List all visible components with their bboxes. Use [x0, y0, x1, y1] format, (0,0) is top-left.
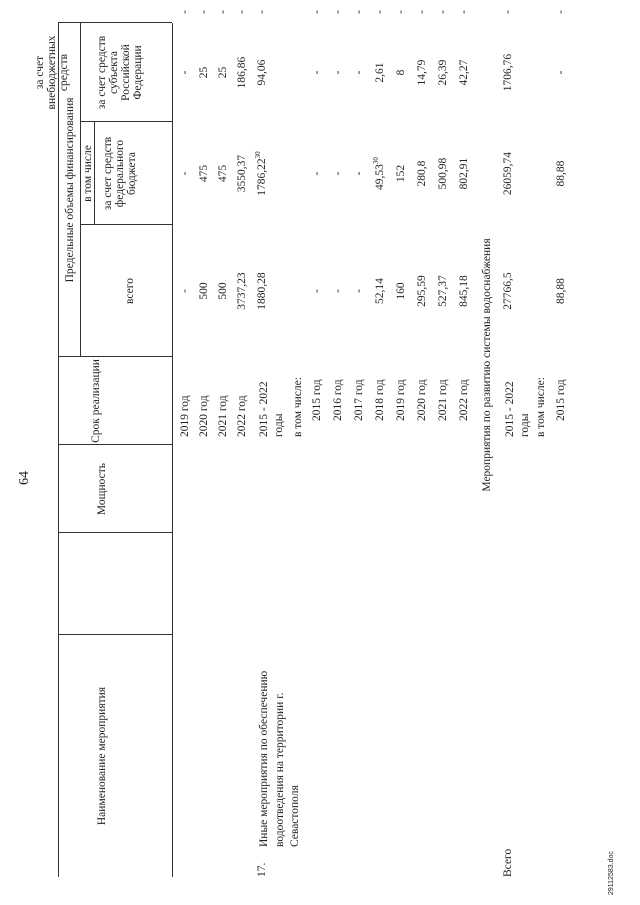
top-row-subject: 186,86 — [236, 56, 248, 89]
header-name: Наименование мероприятия — [96, 686, 108, 826]
top-row-total: 500 — [217, 282, 229, 300]
row-subject: 42,27 — [458, 59, 470, 86]
row-subject: - — [353, 70, 365, 75]
row-extra: - — [395, 10, 407, 14]
row-total: 295,59 — [416, 275, 428, 307]
row-subject: - — [332, 70, 344, 75]
grand-total-federal: 26059,74 — [502, 151, 514, 196]
grand-row-total: 88,88 — [555, 278, 567, 304]
row-federal: 49,53$^{30}$ — [372, 157, 386, 190]
top-row-extra: - — [179, 10, 191, 14]
header-total: всего — [124, 278, 136, 304]
row-subject: 26,39 — [437, 59, 449, 86]
header-extra: за счет внебюджетных средств — [34, 35, 71, 110]
row-federal: - — [353, 171, 365, 176]
page-number: 64 — [17, 471, 32, 485]
grand-total-total: 27766,5 — [502, 272, 514, 310]
item-17-name: Иные мероприятия по обеспечению водоотведения на территории г. Севастополя — [258, 670, 302, 847]
top-row-subject: 25 — [198, 66, 210, 79]
item-17-total: 1880,28 — [256, 272, 268, 310]
header-limits: Предельные объемы финансирования — [64, 97, 76, 283]
including-header-rule — [94, 122, 95, 225]
top-row-federal: 475 — [217, 164, 229, 183]
top-row-total: 500 — [198, 282, 210, 300]
col-divider-name — [58, 634, 172, 635]
row-term: 2020 год — [416, 379, 428, 421]
grand-row-extra: - — [555, 10, 567, 14]
top-row-subject: - — [179, 70, 191, 75]
row-extra: - — [458, 10, 470, 14]
row-term: 2018 год — [374, 379, 386, 421]
row-total: 527,37 — [437, 275, 449, 307]
col-divider-capacity — [58, 532, 172, 533]
grand-row-term: 2015 год — [555, 379, 567, 421]
top-row-federal: 475 — [198, 164, 210, 183]
top-row-term: 2020 год — [198, 395, 210, 437]
row-federal: - — [332, 171, 344, 176]
row-extra: - — [437, 10, 449, 14]
grand-total-term: 2015 - 2022 годы — [504, 381, 531, 437]
row-total: - — [353, 289, 365, 293]
top-row-term: 2021 год — [217, 395, 229, 437]
row-term: 2019 год — [395, 379, 407, 421]
row-extra: - — [353, 10, 365, 14]
row-term: 2022 год — [458, 379, 470, 421]
item-17-number: 17. — [256, 862, 268, 877]
grand-total-extra: - — [502, 10, 514, 14]
item-17-federal: 1786,22$^{30}$ — [254, 151, 268, 196]
top-row-extra: - — [217, 10, 229, 14]
row-term: 2021 год — [437, 379, 449, 421]
row-federal: 152 — [395, 164, 407, 183]
section-title: Мероприятия по развитию системы водоснабжения — [481, 238, 493, 492]
including-label: в том числе: — [292, 377, 304, 437]
row-term: 2015 год — [311, 379, 323, 421]
row-extra: - — [311, 10, 323, 14]
row-extra: - — [374, 10, 386, 14]
limits-header-rule — [80, 23, 81, 357]
row-extra: - — [332, 10, 344, 14]
header-term: Срок реализации — [90, 359, 102, 443]
top-row-term: 2022 год — [236, 395, 248, 437]
row-federal: 802,91 — [458, 157, 470, 190]
row-federal: 280,8 — [416, 160, 428, 187]
grand-row-federal: 88,88 — [555, 160, 567, 187]
col-divider-term — [58, 444, 172, 445]
grand-total-subject: 1706,76 — [502, 53, 514, 92]
row-term: 2017 год — [353, 379, 365, 421]
row-subject: 2,61 — [374, 62, 386, 83]
grand-row-subject: - — [555, 70, 567, 75]
row-subject: 8 — [395, 69, 407, 76]
grand-total-label: Всего — [502, 848, 514, 877]
grand-including-label: в том числе: — [535, 377, 547, 437]
top-row-total: - — [179, 289, 191, 293]
top-row-subject: 25 — [217, 66, 229, 79]
top-row-federal: 3550,37 — [236, 154, 248, 193]
row-term: 2016 год — [332, 379, 344, 421]
table-top-rule — [58, 23, 59, 877]
item-17-subject: 94,06 — [256, 59, 268, 86]
header-subject: за счет средств субъекта Российской Федерации — [96, 35, 145, 110]
row-subject: 14,79 — [416, 59, 428, 86]
header-including: в том числе — [82, 145, 94, 202]
row-total: 845,18 — [458, 275, 470, 307]
top-row-extra: - — [198, 10, 210, 14]
item-17-total-term: 2015 - 2022 годы — [258, 381, 285, 437]
top-row-term: 2019 год — [179, 395, 191, 437]
row-total: - — [311, 289, 323, 293]
row-subject: - — [311, 70, 323, 75]
header-capacity: Мощность — [96, 462, 108, 516]
row-extra: - — [416, 10, 428, 14]
row-total: - — [332, 289, 344, 293]
top-row-total: 3737,23 — [236, 272, 248, 310]
row-total: 52,14 — [374, 278, 386, 304]
row-federal: 500,98 — [437, 157, 449, 190]
top-row-extra: - — [236, 10, 248, 14]
row-federal: - — [311, 171, 323, 176]
top-row-federal: - — [179, 171, 191, 176]
header-federal: за счет средств федерального бюджета — [102, 136, 139, 211]
file-name: 29112583.doc — [608, 851, 615, 895]
row-total: 160 — [395, 282, 407, 300]
item-17-extra: - — [256, 10, 268, 14]
header-bottom-rule — [172, 23, 173, 877]
